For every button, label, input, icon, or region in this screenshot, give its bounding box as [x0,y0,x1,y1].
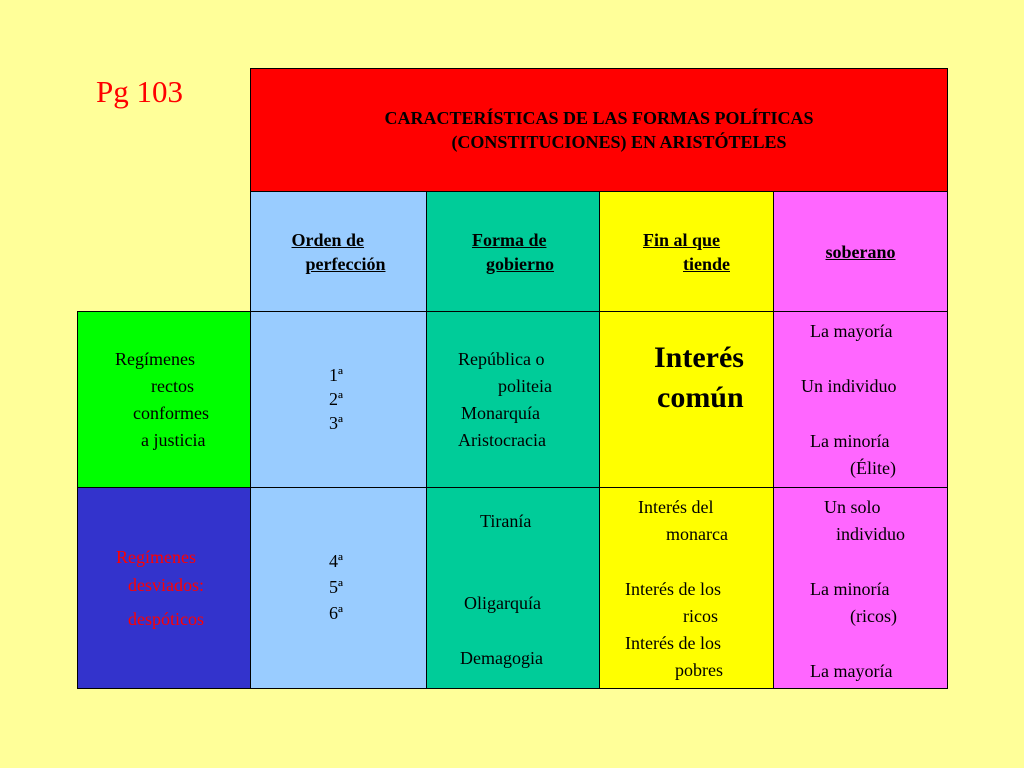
row-desviados-order [250,487,427,689]
rectos-form-aristocracia: Aristocracia [458,430,546,450]
rectos-sov-minoria: La minoría [810,431,890,451]
rectos-sov-mayoria: La mayoría [810,321,893,341]
desviados-sov-solo: Un solo [824,497,881,517]
row-desviados-forms [426,487,600,689]
desviados-order-6: 6ª [329,603,343,623]
rectos-label-line3: conformes [133,403,209,423]
desviados-label-line3: despóticos [128,609,204,629]
desviados-end-ricos-1: Interés de los [625,579,721,599]
desviados-end-pobres-2: pobres [675,660,723,680]
rectos-sov-individuo: Un individuo [801,376,897,396]
rectos-form-monarquia: Monarquía [461,403,540,423]
page-label: Pg 103 [96,74,183,109]
header-form [426,191,600,312]
desviados-end-ricos-2: ricos [683,606,718,626]
header-order-line2: perfección [305,253,386,274]
desviados-sov-individuo: individuo [836,524,906,544]
header-end [599,191,774,312]
row-rectos-sovereign [773,311,948,488]
rectos-end-line1: Interés [654,341,744,374]
desviados-label-line2: desviados: [128,575,204,595]
header-form-line2: gobierno [485,253,554,274]
rectos-label-line4: a justicia [141,430,206,450]
desviados-order-4: 4ª [329,551,343,571]
table-title-line1: CARACTERÍSTICAS DE LAS FORMAS POLÍTICAS [384,108,814,128]
desviados-order-5: 5ª [329,577,343,597]
rectos-sov-elite: (Élite) [850,458,896,478]
desviados-end-monarca-1: Interés del [638,497,714,517]
row-rectos-label [77,311,251,488]
table-title-line2: (CONSTITUCIONES) EN ARISTÓTELES [451,132,787,152]
desviados-form-demagogia: Demagogia [460,648,543,668]
rectos-label-line2: rectos [151,376,194,396]
desviados-form-tirania: Tiranía [480,511,532,531]
desviados-end-pobres-1: Interés de los [625,633,721,653]
desviados-end-monarca-2: monarca [666,524,728,544]
row-desviados-label [77,487,251,689]
desviados-form-oligarquia: Oligarquía [464,593,541,613]
row-desviados-sovereign [773,487,948,689]
header-sovereign-label: soberano [825,241,896,262]
rectos-order-2: 2ª [329,389,343,409]
header-order-line1: Orden de [291,229,365,250]
rectos-end-line2: común [657,381,744,414]
row-rectos-end [599,311,774,488]
rectos-order-1: 1ª [329,365,343,385]
rectos-form-republica: República o [458,349,545,369]
table-title [250,68,948,192]
rectos-form-politeia: politeia [498,376,552,396]
header-form-line1: Forma de [471,229,547,250]
desviados-sov-minoria: La minoría [810,579,890,599]
row-rectos-forms [426,311,600,488]
header-order [250,191,427,312]
header-end-line2: tiende [683,253,730,274]
rectos-label-line1: Regímenes [115,349,195,369]
row-rectos-order [250,311,427,488]
rectos-order-3: 3ª [329,413,343,433]
desviados-label-line1: Regímenes [116,547,196,567]
header-sovereign [773,191,948,312]
header-end-line1: Fin al que [643,229,721,250]
row-desviados-end [599,487,774,689]
desviados-sov-ricos: (ricos) [850,606,897,626]
desviados-sov-mayoria: La mayoría [810,661,893,681]
